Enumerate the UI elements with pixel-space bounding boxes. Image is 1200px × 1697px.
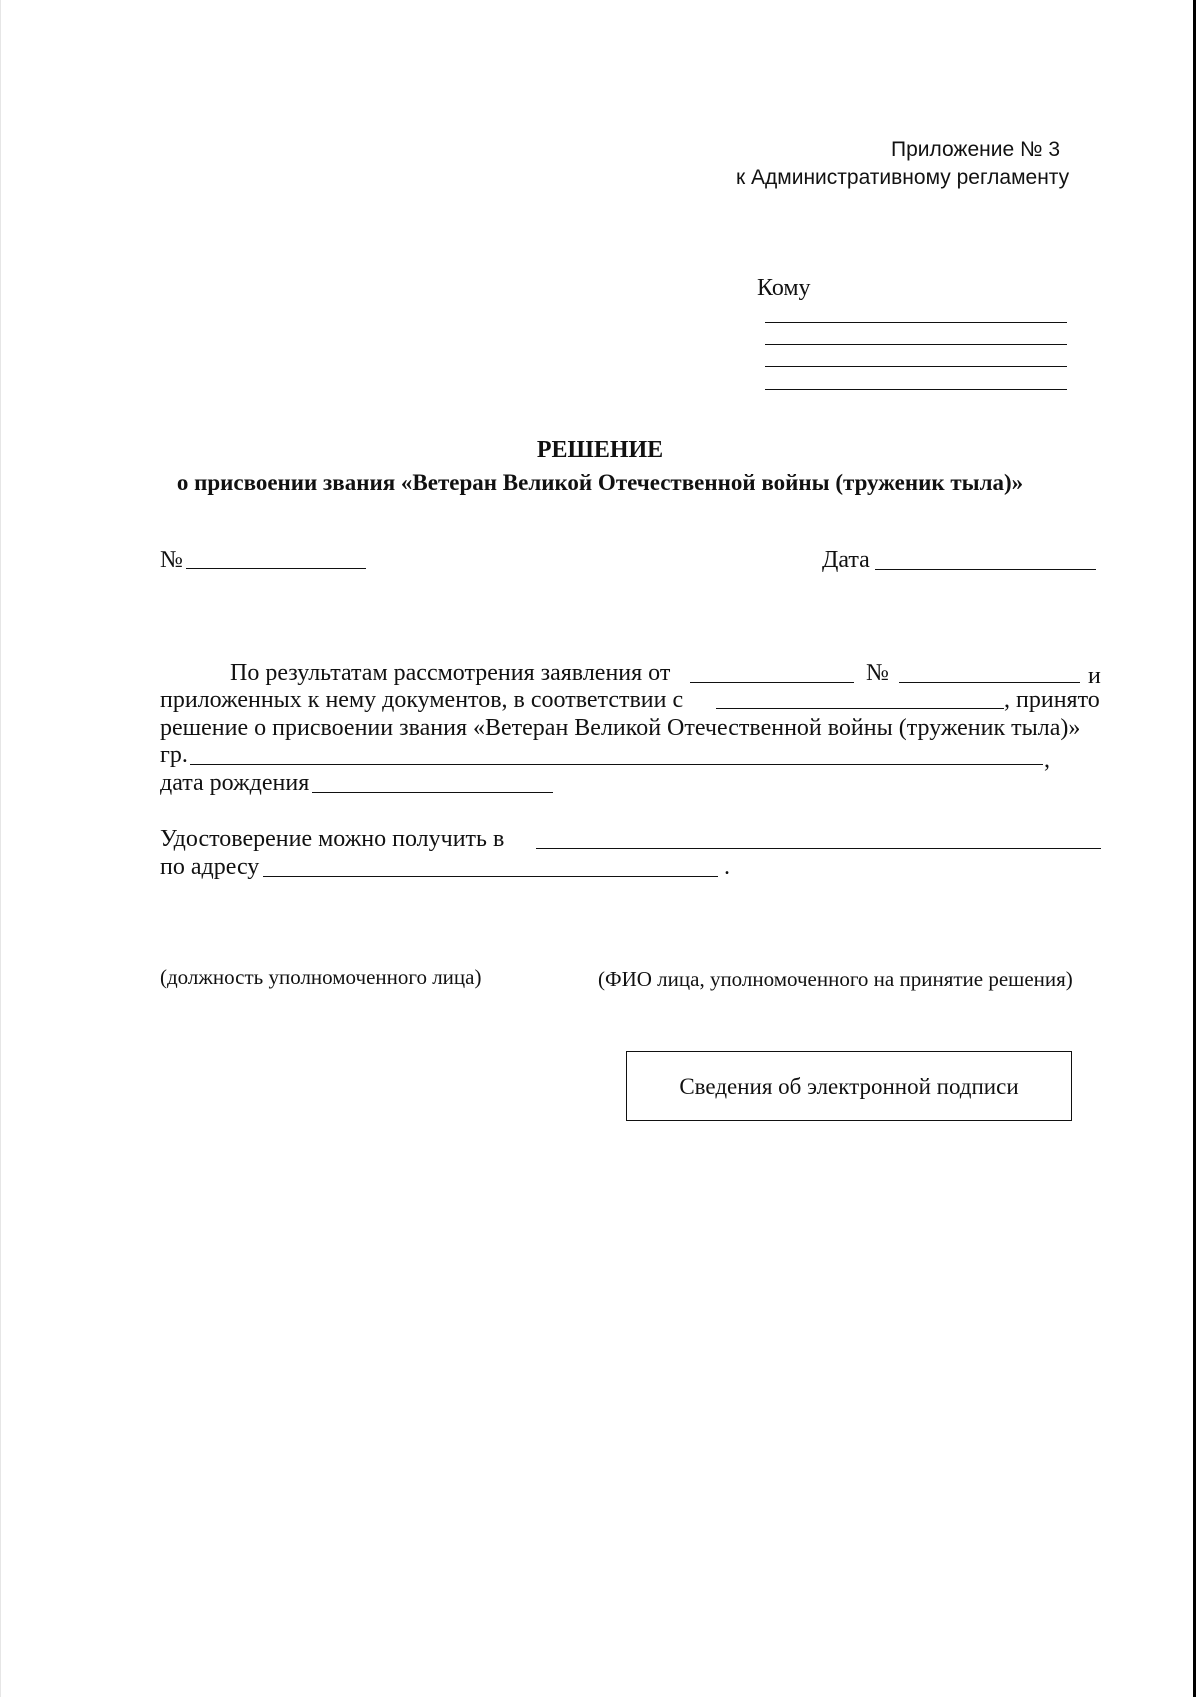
application-date-line <box>690 682 854 683</box>
number-line <box>186 568 366 569</box>
body-line4-end: , <box>1044 747 1050 773</box>
electronic-signature-text: Сведения об электронной подписи <box>679 1074 1019 1099</box>
recipient-line-4 <box>765 389 1067 390</box>
scan-right-edge <box>1193 0 1196 1697</box>
document-subtitle: о присвоении звания «Ветеран Великой Отечественной войны (труженик тыла)» <box>176 470 1024 495</box>
address-end: . <box>724 854 730 880</box>
body-line1-and: и <box>1088 663 1101 689</box>
basis-line <box>716 708 1004 709</box>
recipient-line-2 <box>765 344 1067 345</box>
date-label: Дата <box>822 547 870 573</box>
birth-date-label: дата рождения <box>160 770 310 796</box>
document-title: РЕШЕНИЕ <box>536 437 664 463</box>
appendix-line-1: Приложение № 3 <box>891 138 1061 161</box>
number-label: № <box>160 547 183 573</box>
body-line3-text: решение о присвоении звания «Ветеран Великой Отечественной войны (труженик тыла)» <box>160 715 1081 741</box>
recipient-label: Кому <box>757 275 811 301</box>
recipient-line-3 <box>765 366 1067 367</box>
position-caption: (должность уполномоченного лица) <box>160 965 482 989</box>
application-number-line <box>899 682 1080 683</box>
scan-left-edge <box>0 0 1 1697</box>
appendix-line-2: к Административному регламенту <box>736 166 1070 189</box>
address-label: по адресу <box>160 854 260 880</box>
date-line <box>875 569 1096 570</box>
name-caption: (ФИО лица, уполномоченного на принятие решения) <box>598 967 1073 991</box>
body-line2-text: приложенных к нему документов, в соответствии с <box>160 687 684 713</box>
certificate-place-line <box>536 848 1101 849</box>
citizen-name-line <box>190 764 1043 765</box>
certificate-text: Удостоверение можно получить в <box>160 826 505 852</box>
body-line1-number: № <box>866 660 889 686</box>
birth-date-line <box>312 792 553 793</box>
recipient-line-1 <box>765 322 1067 323</box>
address-line <box>263 876 718 877</box>
body-line1-text: По результатам рассмотрения заявления от <box>230 660 671 686</box>
body-line2-end: , принято <box>1004 687 1100 713</box>
body-line4-text: гр. <box>160 742 188 768</box>
